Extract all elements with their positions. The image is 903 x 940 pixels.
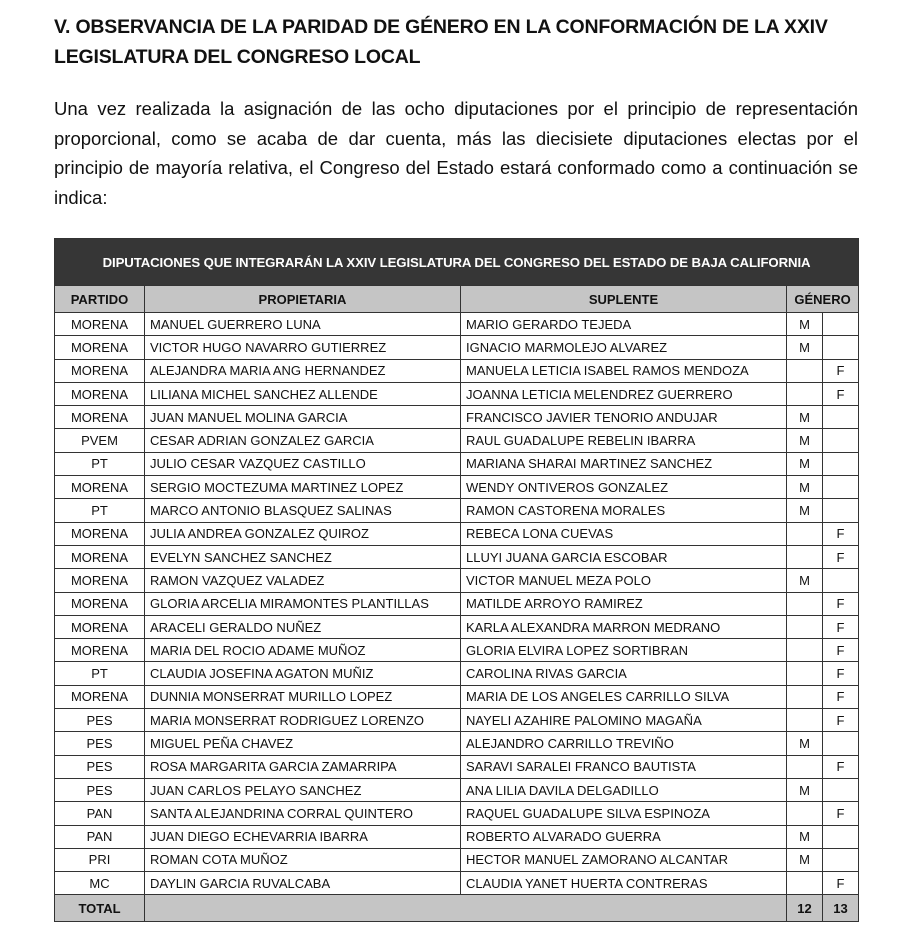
suplente-cell: ROBERTO ALVARADO GUERRA — [461, 825, 787, 848]
party-cell: MORENA — [55, 569, 145, 592]
table-row — [55, 429, 859, 452]
suplente-cell: LLUYI JUANA GARCIA ESCOBAR — [461, 545, 787, 568]
suplente-cell: KARLA ALEXANDRA MARRON MEDRANO — [461, 615, 787, 638]
column-header-partido: PARTIDO — [55, 286, 145, 313]
party-cell: PES — [55, 755, 145, 778]
gender-m-cell: M — [787, 452, 823, 475]
table-row — [55, 709, 859, 732]
party-cell: PRI — [55, 848, 145, 871]
gender-m-cell — [787, 592, 823, 615]
gender-m-cell — [787, 359, 823, 382]
propietaria-cell: GLORIA ARCELIA MIRAMONTES PLANTILLAS — [145, 592, 461, 615]
propietaria-cell: MARIA MONSERRAT RODRIGUEZ LORENZO — [145, 709, 461, 732]
gender-m-cell — [787, 545, 823, 568]
party-cell: PES — [55, 778, 145, 801]
party-cell: MC — [55, 872, 145, 895]
gender-m-cell — [787, 615, 823, 638]
suplente-cell: FRANCISCO JAVIER TENORIO ANDUJAR — [461, 406, 787, 429]
table-row — [55, 499, 859, 522]
suplente-cell: ALEJANDRO CARRILLO TREVIÑO — [461, 732, 787, 755]
table-row — [55, 848, 859, 871]
gender-f-cell — [823, 848, 859, 871]
party-cell: PAN — [55, 802, 145, 825]
gender-f-cell — [823, 336, 859, 359]
party-cell: MORENA — [55, 476, 145, 499]
gender-m-cell: M — [787, 848, 823, 871]
suplente-cell: SARAVI SARALEI FRANCO BAUTISTA — [461, 755, 787, 778]
propietaria-cell: JUAN MANUEL MOLINA GARCIA — [145, 406, 461, 429]
total-m: 12 — [787, 895, 823, 922]
table-row — [55, 825, 859, 848]
propietaria-cell: MARIA DEL ROCIO ADAME MUÑOZ — [145, 639, 461, 662]
table-row — [55, 662, 859, 685]
table-title: DIPUTACIONES QUE INTEGRARÁN LA XXIV LEGISLATURA DEL CONGRESO DEL ESTADO DE BAJA CALIFORNIA — [55, 239, 859, 286]
propietaria-cell: ROSA MARGARITA GARCIA ZAMARRIPA — [145, 755, 461, 778]
propietaria-cell: DAYLIN GARCIA RUVALCABA — [145, 872, 461, 895]
gender-m-cell — [787, 522, 823, 545]
total-label: TOTAL — [55, 895, 145, 922]
suplente-cell: NAYELI AZAHIRE PALOMINO MAGAÑA — [461, 709, 787, 732]
party-cell: MORENA — [55, 639, 145, 662]
gender-m-cell: M — [787, 732, 823, 755]
gender-f-cell: F — [823, 755, 859, 778]
suplente-cell: MARIA DE LOS ANGELES CARRILLO SILVA — [461, 685, 787, 708]
propietaria-cell: MANUEL GUERRERO LUNA — [145, 313, 461, 336]
gender-f-cell — [823, 429, 859, 452]
table-row — [55, 569, 859, 592]
gender-m-cell — [787, 662, 823, 685]
propietaria-cell: JUAN DIEGO ECHEVARRIA IBARRA — [145, 825, 461, 848]
gender-f-cell: F — [823, 709, 859, 732]
suplente-cell: MANUELA LETICIA ISABEL RAMOS MENDOZA — [461, 359, 787, 382]
suplente-cell: CAROLINA RIVAS GARCIA — [461, 662, 787, 685]
propietaria-cell: RAMON VAZQUEZ VALADEZ — [145, 569, 461, 592]
party-cell: MORENA — [55, 359, 145, 382]
gender-m-cell: M — [787, 499, 823, 522]
party-cell: PES — [55, 709, 145, 732]
party-cell: PT — [55, 662, 145, 685]
propietaria-cell: JULIO CESAR VAZQUEZ CASTILLO — [145, 452, 461, 475]
section-heading: V. OBSERVANCIA DE LA PARIDAD DE GÉNERO EN LA CONFORMACIÓN DE LA XXIV LEGISLATURA DEL CONGRESO LOCAL — [54, 16, 828, 68]
suplente-cell: ANA LILIA DAVILA DELGADILLO — [461, 778, 787, 801]
suplente-cell: VICTOR MANUEL MEZA POLO — [461, 569, 787, 592]
table-row — [55, 615, 859, 638]
gender-f-cell — [823, 313, 859, 336]
table-row — [55, 639, 859, 662]
table-row — [55, 336, 859, 359]
suplente-cell: WENDY ONTIVEROS GONZALEZ — [461, 476, 787, 499]
propietaria-cell: SANTA ALEJANDRINA CORRAL QUINTERO — [145, 802, 461, 825]
gender-f-cell: F — [823, 522, 859, 545]
gender-f-cell: F — [823, 615, 859, 638]
suplente-cell: MATILDE ARROYO RAMIREZ — [461, 592, 787, 615]
gender-m-cell: M — [787, 313, 823, 336]
party-cell: MORENA — [55, 592, 145, 615]
party-cell: MORENA — [55, 406, 145, 429]
suplente-cell: MARIANA SHARAI MARTINEZ SANCHEZ — [461, 452, 787, 475]
propietaria-cell: EVELYN SANCHEZ SANCHEZ — [145, 545, 461, 568]
gender-m-cell: M — [787, 429, 823, 452]
suplente-cell: IGNACIO MARMOLEJO ALVAREZ — [461, 336, 787, 359]
propietaria-cell: CESAR ADRIAN GONZALEZ GARCIA — [145, 429, 461, 452]
propietaria-cell: MARCO ANTONIO BLASQUEZ SALINAS — [145, 499, 461, 522]
table-row — [55, 732, 859, 755]
gender-m-cell: M — [787, 569, 823, 592]
propietaria-cell: ALEJANDRA MARIA ANG HERNANDEZ — [145, 359, 461, 382]
table-row — [55, 872, 859, 895]
party-cell: MORENA — [55, 336, 145, 359]
party-cell: PVEM — [55, 429, 145, 452]
column-header-suplente: SUPLENTE — [461, 286, 787, 313]
table-row — [55, 802, 859, 825]
propietaria-cell: JUAN CARLOS PELAYO SANCHEZ — [145, 778, 461, 801]
table-row — [55, 545, 859, 568]
table-row — [55, 522, 859, 545]
gender-m-cell: M — [787, 778, 823, 801]
gender-m-cell — [787, 872, 823, 895]
propietaria-cell: JULIA ANDREA GONZALEZ QUIROZ — [145, 522, 461, 545]
table-row — [55, 313, 859, 336]
party-cell: MORENA — [55, 685, 145, 708]
party-cell: MORENA — [55, 545, 145, 568]
propietaria-cell: CLAUDIA JOSEFINA AGATON MUÑIZ — [145, 662, 461, 685]
gender-f-cell: F — [823, 545, 859, 568]
intro-paragraph: Una vez realizada la asignación de las ocho diputaciones por el principio de representación proporcional, como se acaba de dar cuenta, más las diecisiete diputaciones electas por el principio de mayoría relativa, el Congreso del Estado estará conformado como a continuación se indica: — [54, 98, 858, 208]
suplente-cell: JOANNA LETICIA MELENDREZ GUERRERO — [461, 382, 787, 405]
table-title-row — [55, 239, 859, 286]
gender-m-cell — [787, 382, 823, 405]
total-spacer — [145, 895, 787, 922]
table-row — [55, 382, 859, 405]
suplente-cell: RAMON CASTORENA MORALES — [461, 499, 787, 522]
suplente-cell: RAQUEL GUADALUPE SILVA ESPINOZA — [461, 802, 787, 825]
table-row — [55, 755, 859, 778]
party-cell: MORENA — [55, 382, 145, 405]
table-row — [55, 592, 859, 615]
suplente-cell: CLAUDIA YANET HUERTA CONTRERAS — [461, 872, 787, 895]
propietaria-cell: SERGIO MOCTEZUMA MARTINEZ LOPEZ — [145, 476, 461, 499]
gender-f-cell — [823, 476, 859, 499]
gender-f-cell — [823, 569, 859, 592]
gender-m-cell — [787, 639, 823, 662]
gender-f-cell — [823, 452, 859, 475]
gender-f-cell: F — [823, 662, 859, 685]
party-cell: MORENA — [55, 615, 145, 638]
gender-f-cell: F — [823, 592, 859, 615]
column-header-propietaria: PROPIETARIA — [145, 286, 461, 313]
total-row — [55, 895, 859, 922]
gender-f-cell: F — [823, 802, 859, 825]
propietaria-cell: MIGUEL PEÑA CHAVEZ — [145, 732, 461, 755]
gender-f-cell: F — [823, 359, 859, 382]
party-cell: MORENA — [55, 313, 145, 336]
party-cell: PT — [55, 499, 145, 522]
gender-m-cell — [787, 709, 823, 732]
gender-f-cell — [823, 406, 859, 429]
table-row — [55, 778, 859, 801]
gender-f-cell: F — [823, 872, 859, 895]
suplente-cell: HECTOR MANUEL ZAMORANO ALCANTAR — [461, 848, 787, 871]
gender-m-cell — [787, 755, 823, 778]
gender-f-cell — [823, 778, 859, 801]
party-cell: PAN — [55, 825, 145, 848]
gender-f-cell — [823, 732, 859, 755]
party-cell: PT — [55, 452, 145, 475]
suplente-cell: REBECA LONA CUEVAS — [461, 522, 787, 545]
gender-f-cell — [823, 499, 859, 522]
table-row — [55, 476, 859, 499]
table-row — [55, 359, 859, 382]
suplente-cell: GLORIA ELVIRA LOPEZ SORTIBRAN — [461, 639, 787, 662]
propietaria-cell: DUNNIA MONSERRAT MURILLO LOPEZ — [145, 685, 461, 708]
table-row — [55, 685, 859, 708]
table-body — [55, 313, 859, 895]
propietaria-cell: ROMAN COTA MUÑOZ — [145, 848, 461, 871]
total-f: 13 — [823, 895, 859, 922]
gender-m-cell: M — [787, 406, 823, 429]
propietaria-cell: ARACELI GERALDO NUÑEZ — [145, 615, 461, 638]
column-header-genero: GÉNERO — [787, 286, 859, 313]
gender-m-cell: M — [787, 825, 823, 848]
gender-f-cell: F — [823, 639, 859, 662]
party-cell: MORENA — [55, 522, 145, 545]
legislature-table — [54, 238, 859, 922]
propietaria-cell: LILIANA MICHEL SANCHEZ ALLENDE — [145, 382, 461, 405]
table-row — [55, 406, 859, 429]
suplente-cell: RAUL GUADALUPE REBELIN IBARRA — [461, 429, 787, 452]
gender-m-cell: M — [787, 336, 823, 359]
gender-m-cell — [787, 685, 823, 708]
table-row — [55, 452, 859, 475]
gender-m-cell: M — [787, 476, 823, 499]
gender-m-cell — [787, 802, 823, 825]
gender-f-cell: F — [823, 382, 859, 405]
party-cell: PES — [55, 732, 145, 755]
table-header-row — [55, 286, 859, 313]
gender-f-cell — [823, 825, 859, 848]
propietaria-cell: VICTOR HUGO NAVARRO GUTIERREZ — [145, 336, 461, 359]
suplente-cell: MARIO GERARDO TEJEDA — [461, 313, 787, 336]
gender-f-cell: F — [823, 685, 859, 708]
